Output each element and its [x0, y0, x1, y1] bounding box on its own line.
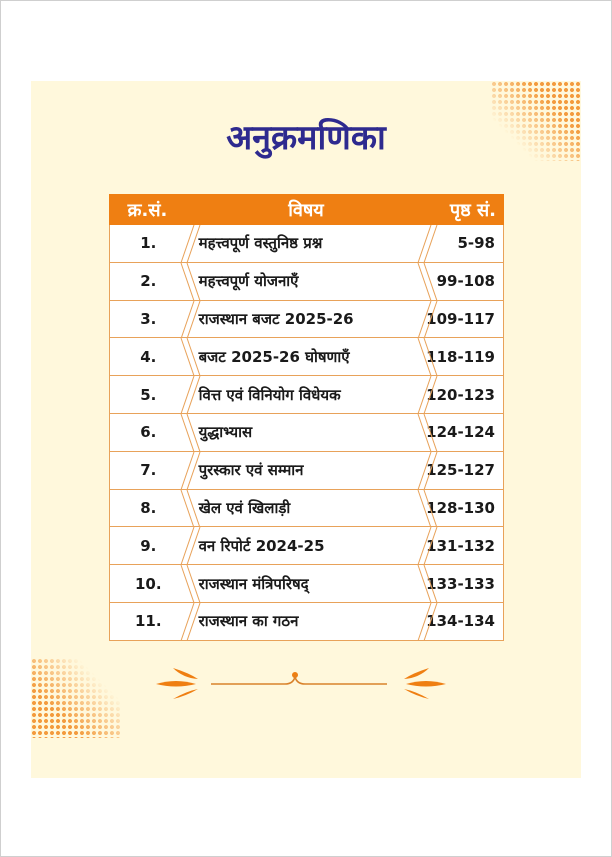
- contents-table: [109, 194, 504, 641]
- row-serial: 9.: [140, 536, 157, 555]
- table-row: [110, 527, 503, 565]
- table-row: [110, 452, 503, 490]
- row-serial: 11.: [135, 612, 162, 631]
- row-subject: वित्त एवं विनियोग विधेयक: [198, 385, 341, 404]
- row-pages: 131-132: [426, 536, 495, 555]
- header-pages: पृष्ठ सं.: [449, 199, 496, 221]
- row-subject: बजट 2025-26 घोषणाएँ: [198, 347, 350, 366]
- row-subject: राजस्थान बजट 2025-26: [198, 309, 354, 328]
- divider-ornament-icon: [151, 661, 451, 701]
- table-row: [110, 225, 503, 263]
- row-serial: 5.: [140, 385, 157, 404]
- row-serial: 3.: [140, 309, 157, 328]
- row-subject: महत्त्वपूर्ण वस्तुनिष्ठ प्रश्न: [198, 234, 323, 253]
- table-row: [110, 338, 503, 376]
- header-subject: विषय: [288, 199, 324, 221]
- row-pages: 99-108: [436, 272, 495, 291]
- row-pages: 118-119: [426, 347, 495, 366]
- row-serial: 10.: [135, 574, 162, 593]
- row-pages: 125-127: [426, 461, 495, 480]
- table-row: [110, 263, 503, 301]
- row-pages: 109-117: [426, 309, 495, 328]
- row-pages: 5-98: [457, 234, 495, 253]
- row-serial: 1.: [140, 234, 157, 253]
- table-row: [110, 565, 503, 603]
- row-serial: 2.: [140, 272, 157, 291]
- row-subject: वन रिपोर्ट 2024-25: [198, 536, 325, 555]
- row-serial: 4.: [140, 347, 157, 366]
- row-pages: 124-124: [426, 423, 495, 442]
- table-header: [109, 194, 504, 225]
- row-subject: राजस्थान का गठन: [198, 612, 299, 631]
- row-pages: 134-134: [426, 612, 495, 631]
- row-subject: खेल एवं खिलाड़ी: [198, 498, 291, 517]
- table-row: [110, 414, 503, 452]
- row-serial: 8.: [140, 498, 157, 517]
- table-row: [110, 301, 503, 339]
- header-serial: क्र.सं.: [127, 199, 168, 221]
- table-row: [110, 376, 503, 414]
- page-title: अनुक्रमणिका: [226, 118, 386, 158]
- table-row: [110, 603, 503, 641]
- row-subject: राजस्थान मंत्रिपरिषद्: [198, 574, 309, 593]
- table-body: [109, 225, 504, 641]
- row-pages: 128-130: [426, 498, 495, 517]
- table-row: [110, 490, 503, 528]
- row-serial: 7.: [140, 461, 157, 480]
- row-subject: पुरस्कार एवं सम्मान: [198, 461, 304, 480]
- row-subject: महत्त्वपूर्ण योजनाएँ: [198, 272, 299, 291]
- row-subject: युद्धाभ्यास: [198, 423, 253, 442]
- row-pages: 120-123: [426, 385, 495, 404]
- dot-pattern-decoration: [31, 658, 121, 738]
- row-pages: 133-133: [426, 574, 495, 593]
- row-serial: 6.: [140, 423, 157, 442]
